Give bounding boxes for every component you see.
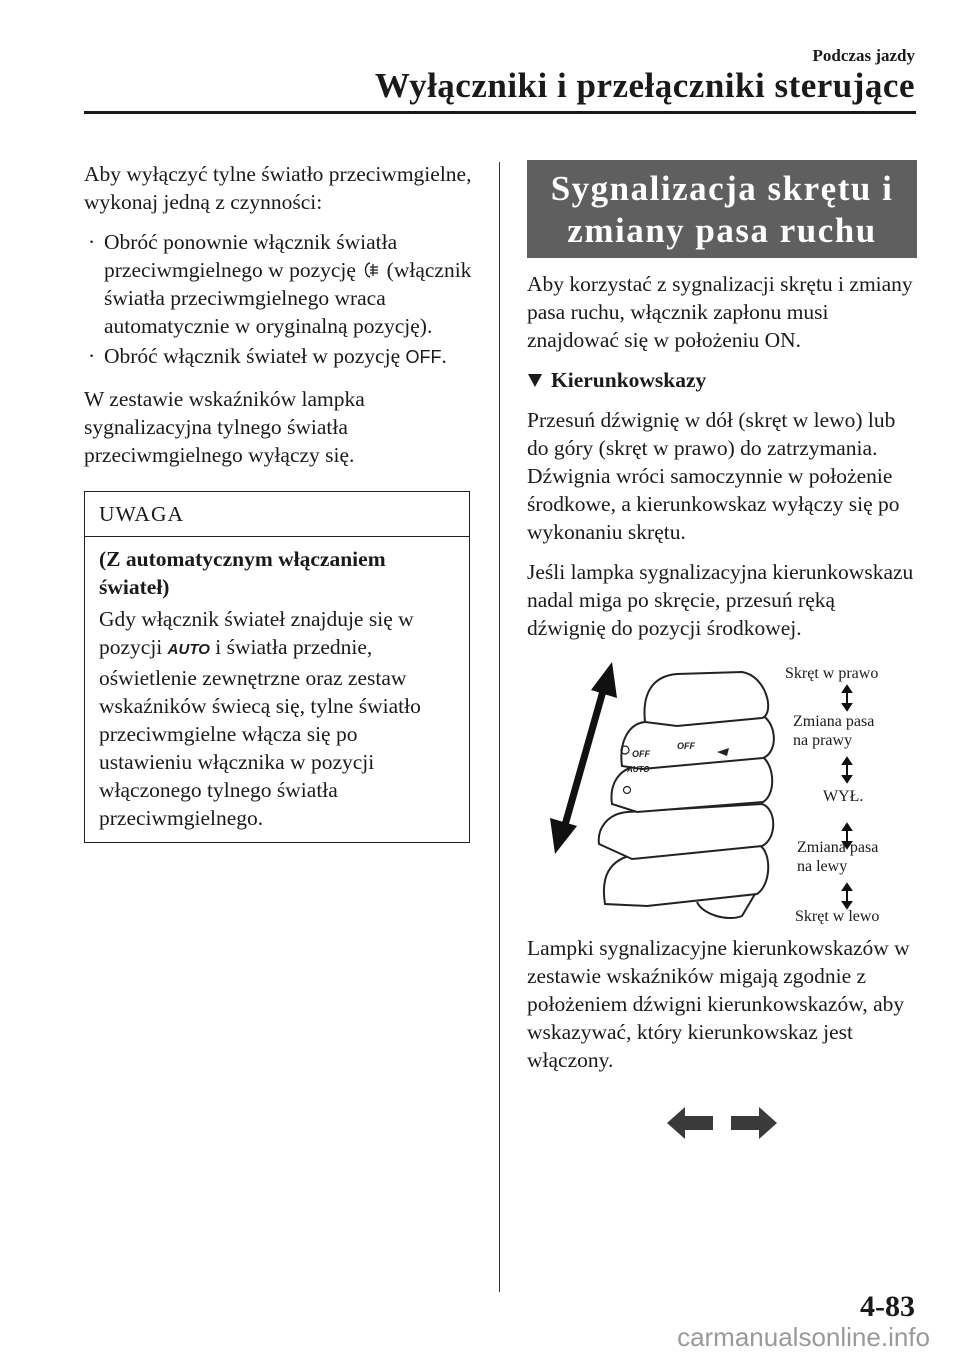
turn-signal-lever-figure	[527, 654, 917, 924]
blinking-paragraph: Jeśli lampka sygnalizacyjna kierunkowskazu nadal miga po skręcie, przesuń ręką dźwignię do pozycji środkowej.	[527, 560, 914, 640]
bullet-dot-icon: ·	[88, 344, 96, 368]
section-banner: Sygnalizacja skrętu i zmiany pasa ruchu	[527, 160, 917, 258]
right-column	[527, 160, 917, 1086]
list-item	[84, 342, 474, 371]
note-box	[84, 491, 470, 843]
bullet1-text-a: Obróć ponownie włącznik światła przeciwmgielnego w pozycję	[104, 230, 398, 282]
lever-off-label-2: OFF	[677, 741, 695, 751]
ignition-paragraph: Aby korzystać z sygnalizacji skrętu i zmiany pasa ruchu, włącznik zapłonu musi znajdować się w położeniu ON.	[527, 272, 913, 352]
intro-paragraph: Aby wyłączyć tylne światło przeciwmgielne, wykonaj jedną z czynności:	[84, 162, 472, 214]
bullet-list	[84, 228, 474, 371]
label-lane-right-1: Zmiana pasa	[793, 713, 875, 730]
note-text-a: Gdy włącznik świateł znajduje się w pozycji	[99, 607, 414, 659]
off-symbol: OFF	[405, 347, 442, 367]
section-label: Podczas jazdy	[812, 46, 915, 65]
indicator-lights-paragraph: Lampki sygnalizacyjne kierunkowskazów w zestawie wskaźników migają zgodnie z położeniem dźwigni kierunkowskazów, aby wskazywać, który kierunkowskaz jest włączony.	[527, 936, 910, 1072]
subsection-title: Kierunkowskazy	[551, 368, 707, 392]
indicator-paragraph: W zestawie wskaźników lampka sygnalizacyjna tylnego światła przeciwmgielnego wyłączy się.	[84, 387, 365, 467]
auto-symbol: AUTO	[167, 641, 210, 658]
bullet1-text-b: (włącznik światła przeciwmgielnego wraca automatycznie w oryginalną pozycję).	[104, 258, 472, 338]
page-number: 4-83	[860, 1290, 915, 1323]
turn-indicator-arrows	[667, 1103, 777, 1143]
lever-auto-label: AUTO	[627, 765, 650, 774]
left-arrow-icon	[667, 1107, 713, 1139]
page-title: Wyłączniki i przełączniki sterujące	[374, 66, 915, 105]
rear-fog-light-icon	[361, 260, 381, 280]
label-lane-right-2: na prawy	[793, 732, 853, 749]
left-column	[84, 160, 474, 843]
column-divider	[499, 162, 500, 1292]
note-subheading: (Z automatycznym włączaniem świateł)	[99, 547, 386, 599]
bullet2-end: .	[441, 344, 447, 368]
bullet-dot-icon: ·	[88, 230, 96, 254]
triangle-down-icon	[527, 372, 543, 388]
subsection-heading	[527, 366, 917, 394]
watermark: carmanualsonline.info	[677, 1322, 930, 1352]
list-item	[84, 228, 474, 340]
label-lane-left-2: na lewy	[797, 858, 848, 875]
lever-stalk	[599, 672, 774, 918]
note-heading: UWAGA	[85, 492, 469, 537]
lever-off-label: OFF	[632, 749, 650, 759]
label-turn-left: Skręt w lewo	[795, 908, 880, 925]
header-rule	[84, 111, 916, 114]
lever-paragraph: Przesuń dźwignię w dół (skręt w lewo) lub do góry (skręt w prawo) do zatrzymania. Dźwignia wróci samoczynnie w położenie środkowe, a kierunkowskaz wyłączy się po wykonaniu skrętu.	[527, 408, 900, 544]
bullet2-text: Obróć włącznik świateł w pozycję	[104, 344, 401, 368]
label-turn-right: Skręt w prawo	[785, 665, 879, 682]
right-arrow-icon	[731, 1107, 777, 1139]
label-lane-left-1: Zmiana pasa	[797, 839, 879, 856]
note-body	[85, 537, 469, 842]
label-off: WYŁ.	[823, 788, 864, 805]
note-text-b: i światła przednie, oświetlenie zewnętrzne oraz zestaw wskaźników świecą się, tylne światło przeciwmgielne włącza się po ustawieniu włącznika w pozycji włączonego tylnego światła przeciwmgielnego.	[99, 635, 421, 830]
